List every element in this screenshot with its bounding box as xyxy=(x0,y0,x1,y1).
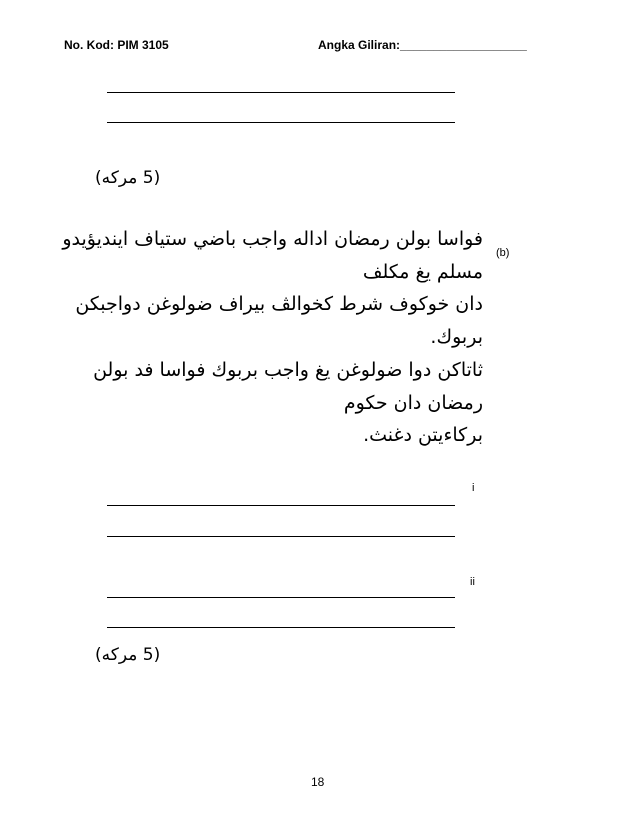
answer-line xyxy=(107,536,455,537)
question-text-line: ثاتاكن دوا ضولوغن يغ واجب بربوك فواسا فد بولن xyxy=(93,359,483,381)
question-text-line: فواسا بولن رمضان اداله واجب باضي ستياف ايندیؤيدو xyxy=(62,228,483,250)
marks-allocation: (5 مركه) xyxy=(95,168,161,188)
answer-line xyxy=(107,627,455,628)
sub-item-label-ii: ii xyxy=(470,576,475,588)
answer-line xyxy=(107,92,455,93)
question-label-b: (b) xyxy=(496,247,510,259)
answer-line xyxy=(107,122,455,123)
question-text-line: بربوك. xyxy=(430,326,483,348)
page-number: 18 xyxy=(311,775,325,789)
candidate-number-label: Angka Giliran:___________________ xyxy=(318,38,527,52)
question-text-line: دان خوكوف شرط كخوالڤ بيراف ضولوغن دواجبكن xyxy=(75,293,483,315)
answer-line xyxy=(107,597,455,598)
question-text-line: مسلم يغ مكلف xyxy=(362,261,483,283)
question-text-line: بركاءيتن دغنث. xyxy=(363,424,483,446)
answer-line xyxy=(107,505,455,506)
question-text-line: رمضان دان حكوم xyxy=(343,392,483,414)
marks-allocation: (5 مركه) xyxy=(95,645,161,665)
sub-item-label-i: i xyxy=(472,482,475,494)
exam-code: No. Kod: PIM 3105 xyxy=(64,38,169,52)
